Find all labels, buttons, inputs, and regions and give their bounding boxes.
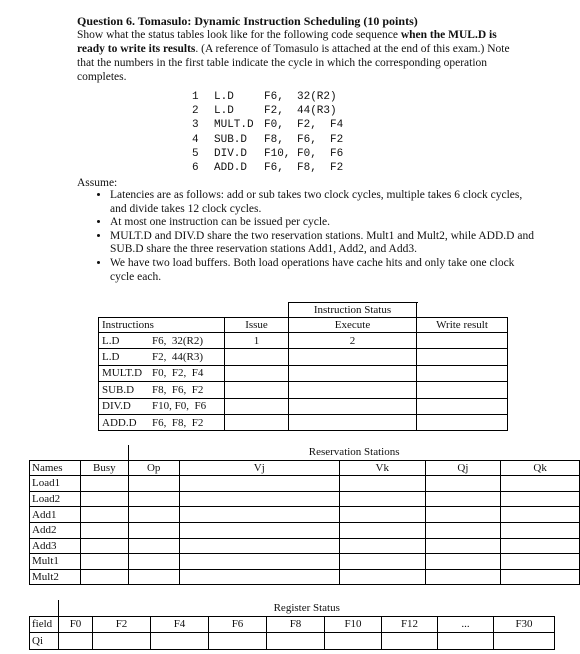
rs-qk-cell[interactable] bbox=[501, 507, 580, 523]
reservation-station-row bbox=[30, 476, 580, 492]
write-result-cell[interactable] bbox=[417, 414, 508, 430]
code-opcode: SUB.D bbox=[214, 133, 248, 146]
question-title: Question 6. Tomasulo: Dynamic Instruction Scheduling (10 points) bbox=[77, 14, 418, 28]
rs-vj-cell[interactable] bbox=[179, 569, 339, 585]
assume-heading: Assume: bbox=[77, 177, 118, 189]
instruction-args: F2, 44(R3) bbox=[152, 351, 204, 364]
register-status-table bbox=[29, 600, 555, 650]
code-line-number: 2 bbox=[192, 105, 199, 118]
execute-cell[interactable]: 2 bbox=[289, 333, 417, 349]
register-qi-cell[interactable] bbox=[325, 633, 382, 650]
register-name: F0 bbox=[59, 616, 93, 633]
instruction-args: F8, F6, F2 bbox=[152, 383, 204, 396]
code-line-number: 1 bbox=[192, 91, 199, 103]
code-listing bbox=[192, 90, 343, 175]
code-args: F0, F2, F4 bbox=[264, 119, 344, 132]
rs-qj-cell[interactable] bbox=[425, 522, 501, 538]
register-name: F12 bbox=[382, 616, 438, 633]
instruction-row bbox=[99, 365, 508, 381]
code-line-number: 4 bbox=[192, 133, 199, 146]
col-write-result: Write result bbox=[417, 318, 508, 333]
question-intro: Show what the status tables look like for the following code sequence when the MUL.D is ready to write its results. (A reference of Tomasulo is attached at the end of this exam.) Note that the numbers in the first table indicate the cycle in which the corresponding operation completes. bbox=[77, 29, 510, 83]
rs-vj-cell[interactable] bbox=[179, 491, 339, 507]
rs-vj-cell[interactable] bbox=[179, 538, 339, 554]
execute-cell[interactable] bbox=[289, 349, 417, 365]
rs-qk-cell[interactable] bbox=[501, 554, 580, 570]
register-name: F2 bbox=[93, 616, 151, 633]
instruction-status-title: Instruction Status bbox=[289, 303, 417, 318]
rs-vk-cell[interactable] bbox=[339, 569, 425, 585]
write-result-cell[interactable] bbox=[417, 365, 508, 381]
rs-qj-cell[interactable] bbox=[425, 507, 501, 523]
register-qi-cell[interactable] bbox=[438, 633, 494, 650]
register-qi-cell[interactable] bbox=[59, 633, 93, 650]
code-args: F2, 44(R3) bbox=[264, 105, 337, 118]
reservation-stations-table bbox=[29, 445, 580, 585]
issue-cell[interactable] bbox=[225, 414, 289, 430]
station-name: Mult2 bbox=[30, 569, 81, 585]
reservation-station-row bbox=[30, 522, 580, 538]
register-name: F4 bbox=[151, 616, 209, 633]
rs-op-cell[interactable] bbox=[128, 491, 179, 507]
instruction-opcode: SUB.D bbox=[102, 383, 135, 396]
code-line bbox=[192, 104, 343, 118]
execute-cell[interactable] bbox=[289, 382, 417, 398]
reservation-station-row bbox=[30, 569, 580, 585]
register-name: F6 bbox=[209, 616, 267, 633]
rs-qk-cell[interactable] bbox=[501, 538, 580, 554]
reservation-stations-title: Reservation Stations bbox=[128, 445, 579, 460]
register-qi-cell[interactable] bbox=[151, 633, 209, 650]
rs-busy-cell[interactable] bbox=[80, 569, 128, 585]
execute-cell[interactable] bbox=[289, 398, 417, 414]
instruction-row bbox=[99, 333, 508, 349]
instruction-cell bbox=[99, 333, 225, 349]
write-result-cell[interactable] bbox=[417, 398, 508, 414]
code-line bbox=[192, 118, 343, 132]
code-args: F10, F0, F6 bbox=[264, 147, 344, 160]
register-qi-label: Qi bbox=[30, 633, 59, 650]
rs-vk-cell[interactable] bbox=[339, 476, 425, 492]
rs-op-cell[interactable] bbox=[128, 554, 179, 570]
rs-col-busy: Busy bbox=[80, 460, 128, 476]
rs-vk-cell[interactable] bbox=[339, 491, 425, 507]
rs-op-cell[interactable] bbox=[128, 522, 179, 538]
register-qi-cell[interactable] bbox=[93, 633, 151, 650]
rs-qk-cell[interactable] bbox=[501, 491, 580, 507]
execute-cell[interactable] bbox=[289, 365, 417, 381]
rs-qj-cell[interactable] bbox=[425, 554, 501, 570]
register-name: F8 bbox=[267, 616, 325, 633]
rs-qk-cell[interactable] bbox=[501, 476, 580, 492]
rs-busy-cell[interactable] bbox=[80, 522, 128, 538]
station-name: Load1 bbox=[30, 476, 81, 492]
register-name: F10 bbox=[325, 616, 382, 633]
col-execute: Execute bbox=[289, 318, 417, 333]
rs-vk-cell[interactable] bbox=[339, 554, 425, 570]
rs-qj-cell[interactable] bbox=[425, 476, 501, 492]
instruction-status-table bbox=[98, 302, 508, 431]
rs-busy-cell[interactable] bbox=[80, 476, 128, 492]
code-line bbox=[192, 133, 343, 147]
rs-col-vk: Vk bbox=[339, 460, 425, 476]
rs-col-names: Names bbox=[30, 460, 81, 476]
rs-vj-cell[interactable] bbox=[179, 507, 339, 523]
col-instructions: Instructions bbox=[99, 318, 225, 333]
rs-op-cell[interactable] bbox=[128, 476, 179, 492]
rs-col-op: Op bbox=[128, 460, 179, 476]
rs-qj-cell[interactable] bbox=[425, 491, 501, 507]
instruction-cell bbox=[99, 398, 225, 414]
assume-item: • At most one instruction can be issued per cycle. bbox=[110, 216, 540, 230]
code-opcode: DIV.D bbox=[214, 147, 248, 160]
station-name: Add2 bbox=[30, 522, 81, 538]
rs-col-qk: Qk bbox=[501, 460, 580, 476]
code-line-number: 5 bbox=[192, 147, 199, 160]
rs-op-cell[interactable] bbox=[128, 569, 179, 585]
register-field-label: field bbox=[30, 616, 59, 633]
instruction-row bbox=[99, 414, 508, 430]
instruction-args: F10, F0, F6 bbox=[152, 400, 207, 413]
code-opcode: MULT.D bbox=[214, 119, 254, 132]
instruction-row bbox=[99, 382, 508, 398]
write-result-cell[interactable] bbox=[417, 349, 508, 365]
assume-item: • We have two load buffers. Both load operations have cache hits and only take one clock cycle each. bbox=[110, 257, 540, 284]
rs-op-cell[interactable] bbox=[128, 538, 179, 554]
code-opcode: L.D bbox=[214, 91, 234, 103]
assume-item: • Latencies are as follows: add or sub takes two clock cycles, multiple takes 6 clock cycles, and divide takes 12 clock cycles. bbox=[110, 189, 540, 216]
rs-vj-cell[interactable] bbox=[179, 476, 339, 492]
rs-busy-cell[interactable] bbox=[80, 554, 128, 570]
code-line-number: 3 bbox=[192, 119, 199, 132]
assume-list bbox=[90, 189, 540, 284]
assume-item: • MULT.D and DIV.D share the two reservation stations. Mult1 and Mult2, while ADD.D and SUB.D share the three reservation stations Add1, Add2, and Add3. bbox=[110, 230, 540, 257]
station-name: Add1 bbox=[30, 507, 81, 523]
write-result-cell[interactable] bbox=[417, 382, 508, 398]
rs-qj-cell[interactable] bbox=[425, 569, 501, 585]
code-opcode: L.D bbox=[214, 105, 234, 118]
register-status-title: Register Status bbox=[59, 600, 555, 616]
rs-vj-cell[interactable] bbox=[179, 554, 339, 570]
code-args: F6, 32(R2) bbox=[264, 91, 337, 103]
register-name: F30 bbox=[494, 616, 555, 633]
write-result-cell[interactable] bbox=[417, 333, 508, 349]
instruction-row bbox=[99, 398, 508, 414]
instruction-cell bbox=[99, 365, 225, 381]
instruction-opcode: ADD.D bbox=[102, 416, 137, 429]
rs-vk-cell[interactable] bbox=[339, 522, 425, 538]
register-name: ... bbox=[438, 616, 494, 633]
code-line bbox=[192, 90, 343, 104]
instruction-opcode: L.D bbox=[102, 334, 120, 347]
issue-cell[interactable] bbox=[225, 349, 289, 365]
code-line bbox=[192, 147, 343, 161]
instruction-cell bbox=[99, 349, 225, 365]
rs-op-cell[interactable] bbox=[128, 507, 179, 523]
register-qi-cell[interactable] bbox=[382, 633, 438, 650]
register-qi-cell[interactable] bbox=[494, 633, 555, 650]
register-qi-cell[interactable] bbox=[209, 633, 267, 650]
rs-qk-cell[interactable] bbox=[501, 522, 580, 538]
issue-cell[interactable] bbox=[225, 398, 289, 414]
reservation-station-row bbox=[30, 507, 580, 523]
rs-qk-cell[interactable] bbox=[501, 569, 580, 585]
register-qi-cell[interactable] bbox=[267, 633, 325, 650]
rs-busy-cell[interactable] bbox=[80, 538, 128, 554]
reservation-station-row bbox=[30, 554, 580, 570]
code-line bbox=[192, 161, 343, 175]
station-name: Load2 bbox=[30, 491, 81, 507]
instruction-cell bbox=[99, 382, 225, 398]
rs-vj-cell[interactable] bbox=[179, 522, 339, 538]
instruction-args: F6, F8, F2 bbox=[152, 416, 204, 429]
reservation-station-row bbox=[30, 491, 580, 507]
rs-col-vj: Vj bbox=[179, 460, 339, 476]
instruction-opcode: MULT.D bbox=[102, 367, 143, 380]
station-name: Add3 bbox=[30, 538, 81, 554]
issue-cell[interactable] bbox=[225, 365, 289, 381]
reservation-station-row bbox=[30, 538, 580, 554]
issue-cell[interactable] bbox=[225, 382, 289, 398]
station-name: Mult1 bbox=[30, 554, 81, 570]
instruction-args: F6, 32(R2) bbox=[152, 334, 204, 347]
instruction-row bbox=[99, 349, 508, 365]
execute-cell[interactable] bbox=[289, 414, 417, 430]
code-opcode: ADD.D bbox=[214, 162, 248, 175]
rs-vk-cell[interactable] bbox=[339, 507, 425, 523]
rs-busy-cell[interactable] bbox=[80, 507, 128, 523]
rs-col-qj: Qj bbox=[425, 460, 501, 476]
instruction-cell bbox=[99, 414, 225, 430]
issue-cell[interactable]: 1 bbox=[225, 333, 289, 349]
rs-vk-cell[interactable] bbox=[339, 538, 425, 554]
code-line-number: 6 bbox=[192, 162, 199, 175]
instruction-opcode: DIV.D bbox=[102, 400, 131, 413]
code-args: F8, F6, F2 bbox=[264, 133, 344, 146]
instruction-opcode: L.D bbox=[102, 351, 120, 364]
instruction-args: F0, F2, F4 bbox=[152, 367, 204, 380]
rs-busy-cell[interactable] bbox=[80, 491, 128, 507]
col-issue: Issue bbox=[225, 318, 289, 333]
code-args: F6, F8, F2 bbox=[264, 162, 344, 175]
rs-qj-cell[interactable] bbox=[425, 538, 501, 554]
